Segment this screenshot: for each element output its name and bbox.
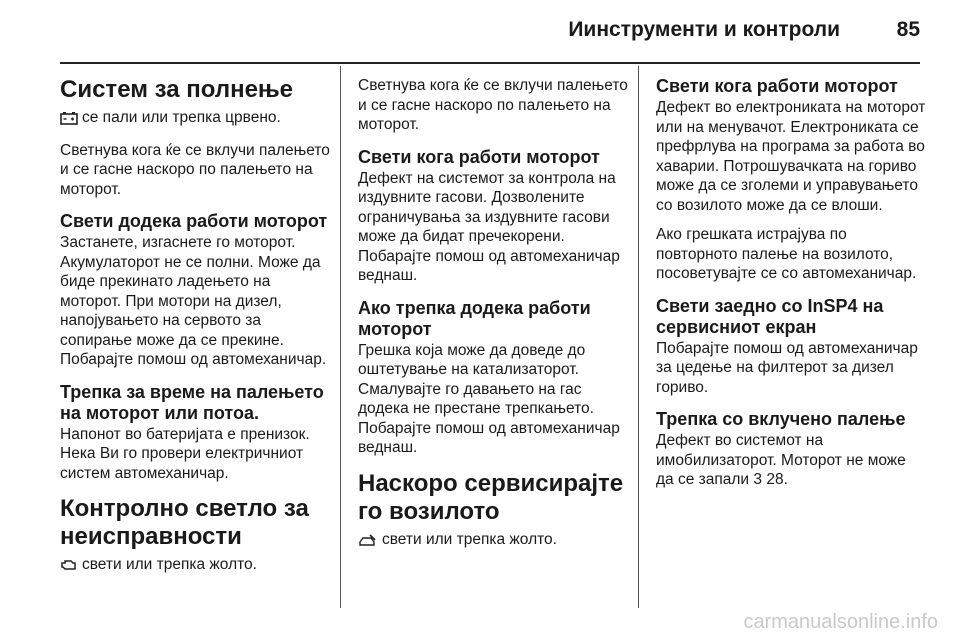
page-reference-icon: 3 [753, 471, 763, 488]
subheading: Свети додека работи моторот [60, 211, 328, 231]
runs-section [656, 76, 926, 284]
page-reference[interactable]: 28. [766, 471, 788, 488]
column-1 [60, 76, 330, 590]
page-title: Иинструменти и контроли [568, 18, 840, 41]
charging-section [60, 76, 330, 199]
paragraph: Ако грешката истрајува по повторното палење на возилото, посоветувајте се со автомеханичар. [656, 226, 917, 282]
subheading: Трепка со вклучено палење [656, 409, 906, 429]
subheading: Свети кога работи моторот [358, 146, 600, 167]
icon-description: се пали или трепка црвено. [82, 109, 281, 126]
subheading: Свети заедно со InSP4 на сервисниот екран [656, 295, 884, 337]
ignition-section [656, 409, 926, 490]
malfunction-section [60, 495, 330, 578]
runs-section [358, 147, 628, 286]
paragraph: Светнува кога ќе се вклучи палењето и се гасне наскоро по палењето на моторот. [358, 77, 628, 133]
icon-description: свети или трепка жолто. [82, 556, 257, 573]
column-2 [358, 76, 628, 564]
column-3 [656, 76, 926, 502]
section-heading: Систем за полнење [60, 76, 294, 103]
page-header [0, 0, 960, 62]
paragraph: Напонот во батеријата е пренизок. Нека Ви го провери електричниот систем автомеханичар. [60, 425, 310, 482]
subheading: Ако трепка додека работи моторот [358, 297, 591, 339]
paragraph: Застанете, изгаснете го моторот. Акумулаторот не се полни. Може да биде прекинато ладењето на моторот. При мотори на дизел, напојувањето на сервото за сопирање може да се прекине. Побарајте помош од автомеханичар. [60, 234, 327, 368]
flashes-section [358, 298, 628, 458]
icon-description: свети или трепка жолто. [382, 530, 557, 548]
runs-section [60, 211, 330, 370]
paragraph: Грешка која може да доведе до оштетување на катализаторот. Смалувајте го давањето на гас додека не престане трепкањето. Побарајте помош од автомеханичар веднаш. [358, 341, 620, 456]
page-number: 85 [896, 18, 920, 41]
insp-section [656, 296, 926, 398]
wrench-car-icon [358, 533, 378, 553]
header-rule [60, 62, 920, 64]
subheading: Трепка за време на палењето на моторот или потоа. [60, 381, 324, 423]
paragraph: Побарајте помош од автомеханичар за цедење на филтерот за дизел гориво. [656, 339, 918, 396]
subheading: Свети кога работи моторот [656, 76, 898, 96]
icon-line [60, 108, 330, 131]
battery-icon [60, 111, 78, 131]
watermark: carmanualsonline.info [743, 611, 938, 633]
service-section [358, 470, 628, 553]
section-heading: Контролно светло за неисправности [60, 495, 309, 550]
icon-line [358, 530, 628, 553]
engine-icon [60, 558, 78, 578]
paragraph [656, 431, 926, 490]
paragraph: Дефект во електрониката на моторот или на менувачот. Електрониката се префрлува на програма за работа во хаварии. Потрошувачката на гориво може да се зголеми и управувањето со возилото може да се влоши. [656, 99, 926, 214]
intro-section [358, 76, 628, 135]
paragraph: Дефект на системот за контрола на издувните гасови. Дозволените ограничувања за издувните гасови може да бидат пречекорени. Побарајте помош од автомеханичар веднаш. [358, 169, 620, 284]
flashes-section [60, 382, 330, 484]
section-heading: Наскоро сервисирајте го возилото [358, 469, 624, 525]
paragraph-text: Дефект во системот на имобилизаторот. Моторот не може да се запали [656, 432, 906, 488]
column-divider [638, 66, 639, 608]
paragraph: Светнува кога ќе се вклучи палењето и се гасне наскоро по палењето на моторот. [60, 141, 330, 198]
column-divider [340, 66, 341, 608]
icon-line [60, 555, 330, 578]
